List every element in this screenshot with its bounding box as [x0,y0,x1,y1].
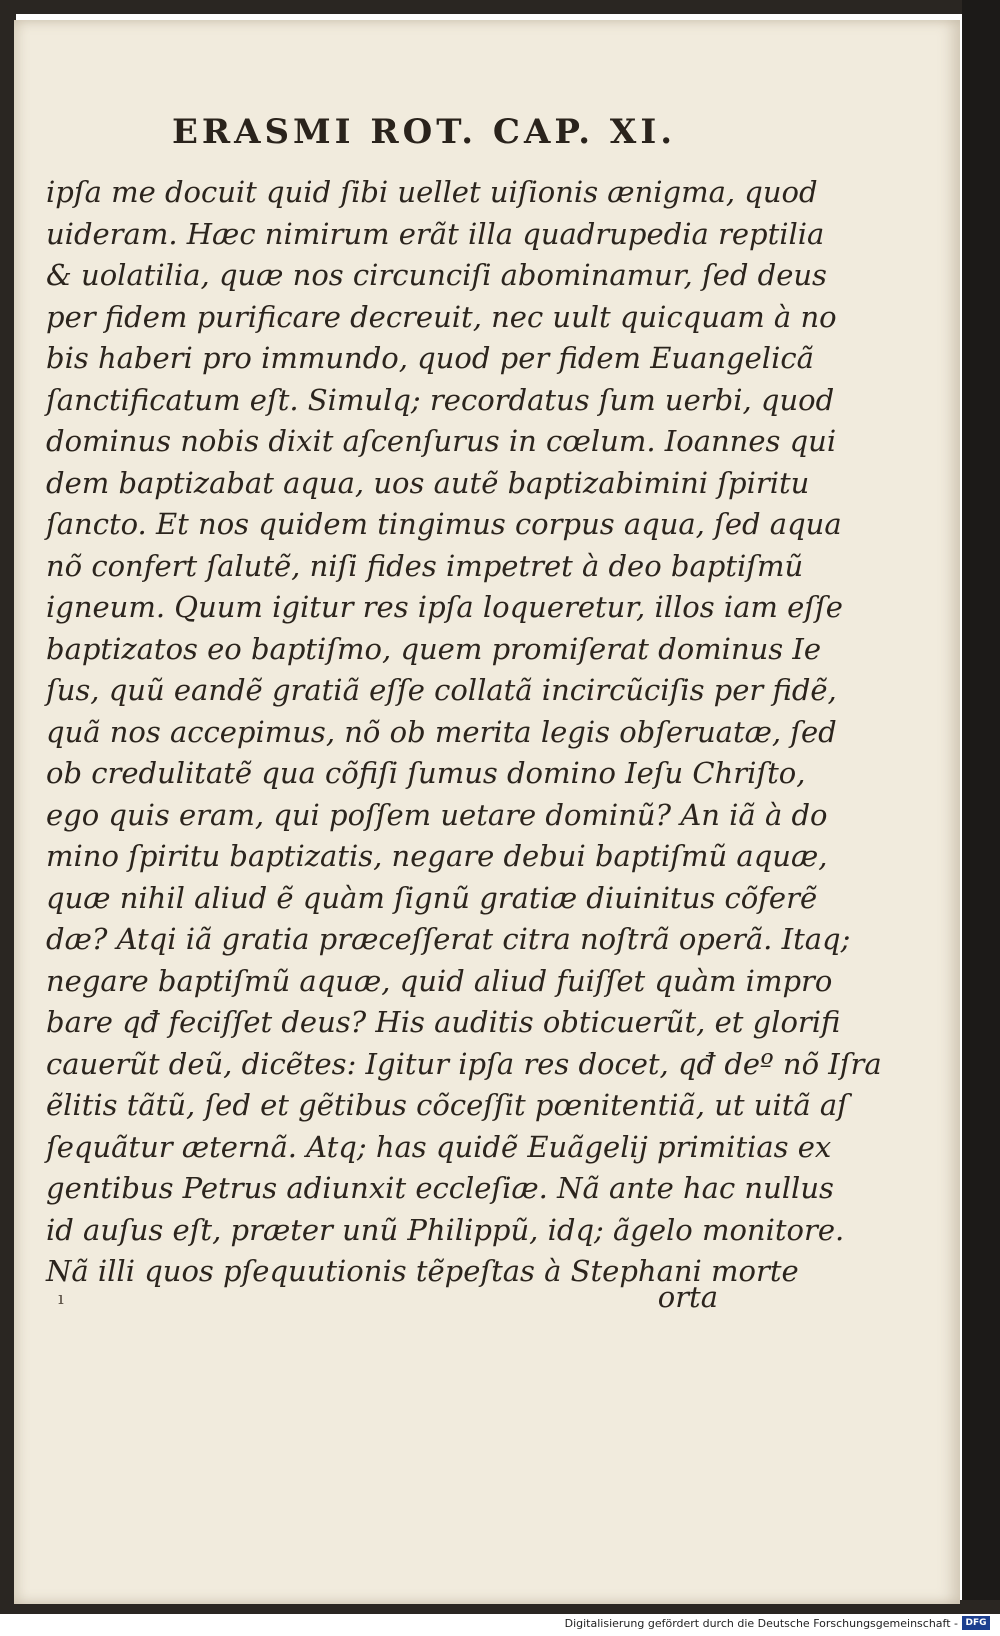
text-line: dominus nobis dixit aſcenſurus in cœlum. Ioannes qui [46,424,837,458]
text-line: baptizatos eo baptiſmo, quem promiſerat dominus Ie [46,631,822,666]
text-line: gentibus Petrus adiunxit eccleſiæ. Nã ante hac nullus [46,1171,834,1205]
signature-mark: ı [58,1288,64,1309]
dfg-logo-icon: DFG [962,1616,990,1630]
digitization-footer [0,1614,1000,1636]
text-line: mino ſpiritu baptizatis, negare debui baptiſmũ aquæ, [46,839,828,873]
text-line: dem baptizabat aqua, uos autẽ baptizabimini ſpiritu [46,465,810,500]
text-line: ẽlitis tãtũ, ſed et gẽtibus cõceſſit pœnitentiã, ut uitã aſ [46,1088,848,1122]
text-line: ego quis eram, qui poſſem uetare dominũ? An iã à do [46,797,828,832]
text-line: id auſus eſt, præter unũ Philippũ, idq; ãgelo monitore. [46,1212,845,1247]
footer-credit-text: Digitalisierung gefördert durch die Deutsche Forschungsgemeinschaft - [564,1617,958,1630]
catchword: orta [657,1280,718,1314]
text-line: bare qđ feciſſet deus? His auditis obticuerũt, et glorifi [46,1005,841,1039]
text-line: dæ? Atqi iã gratia præceſſerat citra noſtrã operã. Itaq; [46,922,851,956]
text-line: cauerũt deũ, dicẽtes: Igitur ipſa res docet, qđ deº nõ Iſra [46,1046,882,1081]
catchword-row [46,1280,726,1316]
body-text [46,172,882,1293]
text-line: ob credulitatẽ qua cõfiſi ſumus domino Ieſu Chriſto, [46,756,806,790]
text-line: igneum. Quum igitur res ipſa loqueretur, illos iam eſſe [46,590,843,624]
text-line: ſus, quũ eandẽ gratiã eſſe collatã incircũciſis per fidẽ, [46,673,837,707]
text-line: ſequãtur æternã. Atq; has quidẽ Euãgelij primitias ex [46,1129,832,1164]
text-line: uideram. Hæc nimirum erãt illa quadrupedia reptilia [46,216,825,251]
text-line: negare baptiſmũ aquæ, quid aliud fuiſſet quàm impro [46,963,833,998]
text-line: nõ confert ſalutẽ, niſi fides impetret à deo baptiſmũ [46,548,804,583]
text-line: per fidem purificare decreuit, nec uult quicquam à no [46,299,837,334]
text-line: quã nos accepimus, nõ ob merita legis obſeruatæ, ſed [46,714,837,749]
text-line: quæ nihil aliud ẽ quàm ſignũ gratiæ diuinitus cõferẽ [46,880,818,915]
book-page [14,20,960,1604]
running-head: ERASMI ROT. CAP. XI. [171,112,677,152]
text-line: ſancto. Et nos quidem tingimus corpus aqua, ſed aqua [46,507,842,541]
text-line: Nã illi quos pſequutionis tẽpeſtas à Stephani morte [46,1254,799,1288]
text-line: bis haberi pro immundo, quod per fidem Euangelicã [46,341,814,375]
scan-border-top [0,0,1000,14]
scan-border-right [962,0,1000,1610]
text-line: ſanctificatum eſt. Simulq; recordatus ſum uerbi, quod [46,382,835,417]
text-line: & uolatilia, quæ nos circunciſi abominamur, ſed deus [46,258,827,292]
text-line: ipſa me docuit quid ſibi uellet uiſionis ænigma, quod [46,175,818,209]
